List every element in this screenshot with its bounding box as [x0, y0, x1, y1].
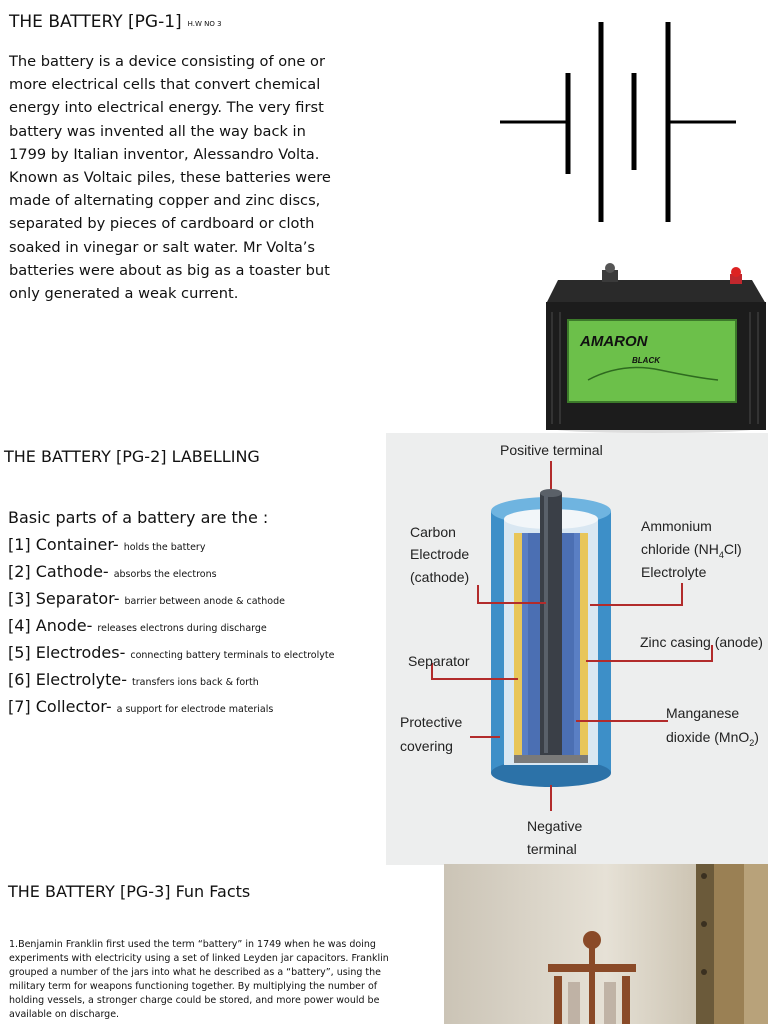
car-battery-brand: AMARON — [580, 333, 648, 350]
label-ammonium-3: Electrolyte — [641, 564, 707, 580]
label-manganese-1: Manganese — [666, 705, 740, 721]
label-negative-1: Negative — [527, 818, 583, 834]
part-description: connecting battery terminals to electrolyte — [130, 650, 335, 661]
part-description: holds the battery — [123, 542, 206, 553]
battery-symbol-icon — [498, 18, 738, 223]
battery-parts-list — [8, 535, 334, 724]
list-item — [8, 697, 334, 724]
label-positive-terminal: Positive terminal — [500, 442, 603, 458]
label-ammonium-2 — [641, 541, 742, 560]
ammonium-text-a: chloride (NH — [641, 541, 719, 557]
part-label: [1] Container- — [8, 535, 119, 554]
list-item — [8, 643, 334, 670]
list-item — [8, 535, 334, 562]
part-label: [6] Electrolyte- — [8, 670, 128, 689]
part-description: a support for electrode materials — [116, 704, 274, 715]
label-manganese-2 — [666, 729, 759, 748]
part-label: [2] Cathode- — [8, 562, 109, 581]
label-zinc-casing: Zinc casing (anode) — [640, 634, 763, 650]
label-negative-2: terminal — [527, 841, 577, 857]
ammonium-text-b: Cl) — [723, 541, 742, 557]
part-description: absorbs the electrons — [113, 569, 217, 580]
part-label: [5] Electrodes- — [8, 643, 126, 662]
section2-title: THE BATTERY [PG-2] LABELLING — [4, 447, 260, 466]
label-carbon-2: Electrode — [410, 546, 470, 562]
part-description: transfers ions back & forth — [132, 677, 259, 688]
section1-title-text: THE BATTERY [PG-1] — [9, 12, 182, 32]
list-item — [8, 616, 334, 643]
section1-paragraph: The battery is a device consisting of one or more electrical cells that convert chemical energy into electrical energy. The very first battery was invented all the way back in 1799 by Italian inventor, Alessandro Volta. Known as Voltaic piles, these batteries were made of alternating copper and zinc discs, separated by pieces of cardboard or cloth soaked in vinegar or salt water. Mr Volta’s batteries were about as big as a toaster but only generated a weak current. — [9, 53, 331, 303]
label-carbon-3: (cathode) — [410, 569, 470, 585]
label-carbon-1: Carbon — [410, 524, 456, 540]
label-separator: Separator — [408, 653, 470, 669]
manganese-text-a: dioxide (MnO — [666, 729, 750, 745]
section2-intro: Basic parts of a battery are the : — [8, 508, 269, 527]
label-protective-1: Protective — [400, 714, 463, 730]
section3-title: THE BATTERY [PG-3] Fun Facts — [8, 882, 251, 901]
manganese-subscript: 2 — [749, 738, 755, 748]
part-description: barrier between anode & cathode — [124, 596, 285, 607]
label-ammonium-1: Ammonium — [641, 518, 712, 534]
part-description: releases electrons during discharge — [97, 623, 267, 634]
manganese-text-b: ) — [754, 729, 759, 745]
section1-title — [9, 12, 222, 32]
part-label: [3] Separator- — [8, 589, 120, 608]
part-label: [7] Collector- — [8, 697, 112, 716]
label-protective-2: covering — [400, 738, 453, 754]
part-label: [4] Anode- — [8, 616, 93, 635]
car-battery-sub: BLACK — [632, 356, 660, 365]
battery-cell-diagram — [386, 433, 768, 865]
ammonium-subscript: 4 — [718, 550, 724, 560]
list-item — [8, 670, 334, 697]
section3-paragraph: 1.Benjamin Franklin first used the term “battery” in 1749 when he was doing experiments with electricity using a set of linked Leyden jar capacitors. Franklin grouped a number of the jars into what he described as a “battery”, using the military term for weapons functioning together. By multiplying the number of holding vessels, a stronger charge could be stored, and more power would be available on discharge. — [9, 939, 389, 1020]
list-item — [8, 562, 334, 589]
leyden-jar-photo — [444, 864, 768, 1024]
homework-note: H.W NO 3 — [187, 20, 222, 28]
car-battery-image — [540, 262, 768, 434]
list-item — [8, 589, 334, 616]
